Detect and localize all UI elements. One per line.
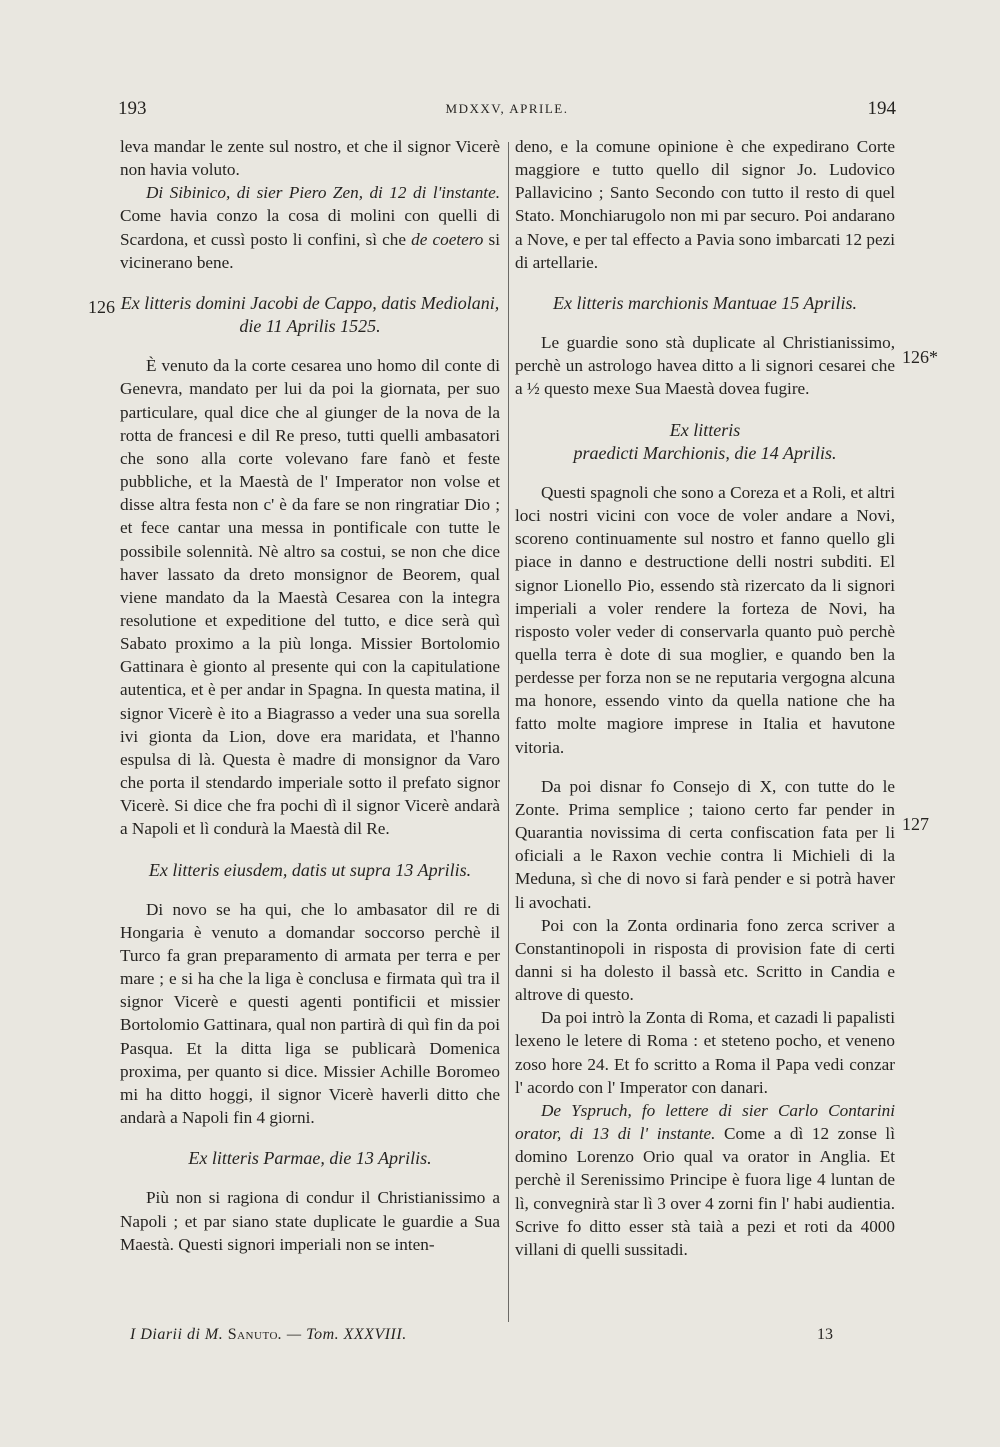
- paragraph: [515, 1099, 895, 1261]
- text: Come a dì 12 zonse lì domino Lorenzo Orio qual va orator in Anglia. Et perchè il Serenissimo Principe è fuora lige 4 luntan de lì, convegnirà star lì 3 over 4 zorni fin l' habi audientia. Scrive fo ditto esser stà taià a pezi et roti da 4000 villani di quelli sussitadi.: [515, 1124, 895, 1259]
- section-heading: Ex litteris domini Jacobi de Cappo, datis Mediolani, die 11 Aprilis 1525.: [120, 292, 500, 337]
- heading-line: Ex litteris: [669, 419, 741, 440]
- margin-number-127: 127: [902, 814, 929, 834]
- running-title: MDXXV, APRILE.: [445, 101, 569, 116]
- margin-number-126-star: 126*: [902, 347, 938, 367]
- paragraph: Da poi intrò la Zonta di Roma, et cazadi li papalisti lexeno le letere di Roma : et steteno pocho, et veneno zoso hore 24. Et fo scritto a Roma il Papa vedi conzar l' acordo con l' Imperator con danari.: [515, 1008, 895, 1097]
- column-divider: [508, 142, 509, 1322]
- section-heading: [515, 419, 895, 465]
- paragraph: È venuto da la corte cesarea uno homo dil conte di Genevra, mandato per lui da poi la giornata, per suo particulare, qual dice che al giunger de la nova de la rotta de francesi e dil Re preso, tutti quelli ambasatori che sono alla corte volevano fare fanò et feste pubbliche, et la Maestà de l' Imperator non volse et disse altra festa non c' è da fare se non ringratiar Dio ; et fece cantar una messa in pontificale con tutte le possibile solennità. Nè altro sa costui, se non che dice haver lassato da dreto monsignor de Beorem, qual viene mandato da la Maestà Cesarea con la integra resolutione et expeditione del tutto, e dice serà quì Sabato proximo a la più longa. Missier Bortolomio Gattinara è gionto al presente qui con la capitulatione autentica, et è per andar in Spagna. In questa matina, il signor Vicerè è ito a Biagrasso a veder una sua sorella ivi gionta da Lion, dove era maridata, et l'hanno espulsa di là. Questa è madre di monsignor da Varo che porta il stendardo imperiale sotto il prefato signor Vicerè. Si dice che fra pochi dì il signor Vicerè andarà a Napoli et lì condurà la Maestà dil Re.: [120, 356, 500, 839]
- text: Come havia conzo la cosa di molini con quelli di Scardona, et cussì posto li confini, sì che: [120, 206, 500, 249]
- paragraph: [120, 181, 500, 274]
- paragraph: Questi spagnoli che sono a Coreza et a Roli, et altri loci nostri vicini con voce de voler andare a Novi, scoreno continuamente sul nostro et fanno quello gli piace in danno e destructione delli nostri subditi. El signor Lionello Pio, essendo stà rizercato da li signori imperiali a voler rendere la forteza de Novi, ha risposto voler veder di conservarla quanto può perchè quella terra è dote di sua moglier, e quando ben la perdesse per forza non se ne reputaria vergogna alcuna ma honore, essendo vinto da quella natione che ha fatto molte magiore imprese in Italia et havutone vitoria.: [515, 482, 895, 757]
- heading-line: praedicti Marchionis, die 14 Aprilis.: [573, 442, 837, 463]
- signature-mark: 13: [817, 1326, 833, 1343]
- paragraph: Da poi disnar fo Consejo di X, con tutte do le Zonte. Prima semplice ; taiono certo far pender in Quarantia novissima di certa confiscation fata per li oficiali a le Raxon vechie contra li Michieli di la Meduna, sì che di novo si farà pender e si potrà haver li avochati.: [515, 776, 895, 912]
- italic-heading: Di Sibinico, di sier Piero Zen, di 12 di l'instante.: [146, 183, 500, 203]
- paragraph: Poi con la Zonta ordinaria fono zerca scriver a Constantinopoli in risposta di provision fate di certi danni si ha dolesto il bassà etc. Scritto in Candia e altrove di questo.: [515, 915, 895, 1005]
- section-heading: Ex litteris Parmae, die 13 Aprilis.: [188, 1148, 432, 1169]
- section-heading: Ex litteris marchionis Mantuae 15 Aprilis.: [553, 292, 857, 313]
- text: si vicinerano bene.: [120, 229, 500, 272]
- paragraph: Le guardie sono stà duplicate al Christianissimo, perchè un astrologo havea ditto a li signori cesarei che a ½ questo mexe Sua Maestà dovea fugire.: [515, 333, 895, 399]
- right-page-number: 194: [867, 98, 896, 119]
- left-page-number: 193: [118, 98, 147, 119]
- paragraph: leva mandar le zente sul nostro, et che il signor Vicerè non havia voluto.: [120, 137, 500, 180]
- margin-number-126: 126: [88, 297, 115, 317]
- paragraph: Più non si ragiona di condur il Christianissimo a Napoli ; et par siano state duplicate le guardie a Sua Maestà. Questi signori imperiali non se inten-: [120, 1188, 500, 1254]
- footer-author: Sanuto: [227, 1326, 278, 1343]
- footer-text: I Diarii di M.: [130, 1326, 228, 1343]
- italic-heading: De Yspruch, fo lettere di sier Carlo Contarini orator, di 13 di l' instante.: [515, 1100, 895, 1144]
- section-heading: Ex litteris eiusdem, datis ut supra 13 Aprilis.: [148, 859, 472, 880]
- footer-text: . — Tom. XXXVIII.: [277, 1326, 407, 1343]
- right-column: [515, 135, 895, 1261]
- paragraph: deno, e la comune opinione è che expedirano Corte maggiore e tutto quello dil signor Jo. Ludovico Pallavicino ; Santo Secondo con tutto il resto di quel Stato. Monchiarugolo non mi par securo. Poi andarano a Nove, e per tal effecto a Pavia sono imbarcati 12 pezi di artellarie.: [515, 137, 895, 272]
- footer-title: [130, 1326, 407, 1344]
- italic-phrase: de coetero: [411, 229, 484, 249]
- paragraph: Di novo se ha qui, che lo ambasator dil re di Hongaria è venuto a domandar soccorso perchè il Turco fa gran preparamento di armata per terra e per mare ; e si ha che la liga è conclusa e firmata quì tra il signor Vicerè e questi agenti pontificii et missier Bortolomio Gattinara, qual non partirà di quì fin da poi Pasqua. Et la ditta liga se publicarà Domenica proxima, per quanto si dice. Missier Achille Boromeo mi ha ditto hoggi, il signor Vicerè haverli ditto che andarà a Napoli fin 4 giorni.: [120, 899, 500, 1128]
- left-column: [120, 135, 500, 1256]
- page-header: [118, 98, 896, 128]
